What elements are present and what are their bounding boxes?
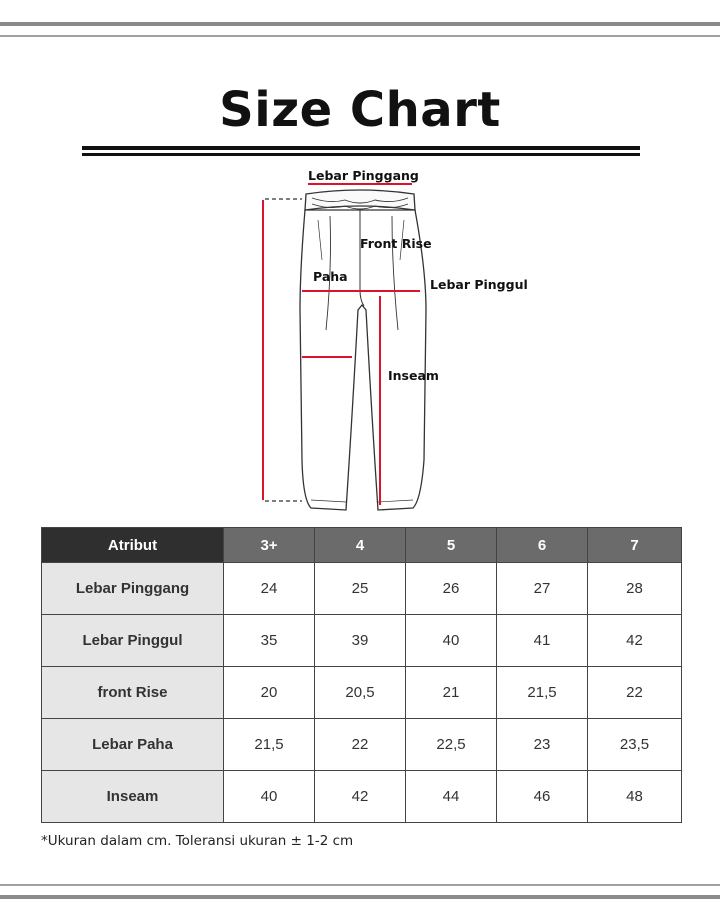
table-cell: 35 xyxy=(224,615,315,667)
table-cell: 21 xyxy=(406,667,497,719)
inseam-label: Inseam xyxy=(388,368,439,383)
table-row xyxy=(42,719,682,771)
bottom-border-line xyxy=(0,895,720,899)
table-cell: 40 xyxy=(224,771,315,823)
header-size-3plus: 3+ xyxy=(224,528,315,563)
table-cell: 21,5 xyxy=(497,667,588,719)
table-cell: 23,5 xyxy=(588,719,682,771)
table-row xyxy=(42,667,682,719)
table-cell: 21,5 xyxy=(224,719,315,771)
row-label: Lebar Pinggul xyxy=(42,615,224,667)
front-rise-label: Front Rise xyxy=(360,236,432,251)
thigh-label: Paha xyxy=(313,269,348,284)
title-underline xyxy=(82,146,640,150)
table-cell: 42 xyxy=(315,771,406,823)
bottom-border-line-thin xyxy=(0,884,720,886)
table-cell: 26 xyxy=(406,563,497,615)
pants-diagram xyxy=(0,160,720,520)
table-cell: 24 xyxy=(224,563,315,615)
table-cell: 22 xyxy=(588,667,682,719)
size-note: *Ukuran dalam cm. Toleransi ukuran ± 1-2 cm xyxy=(41,833,354,849)
table-cell: 48 xyxy=(588,771,682,823)
row-label: Inseam xyxy=(42,771,224,823)
hip-label: Lebar Pinggul xyxy=(430,277,528,292)
size-table xyxy=(41,527,682,823)
table-header-row xyxy=(42,528,682,563)
header-attribute: Atribut xyxy=(42,528,224,563)
table-cell: 40 xyxy=(406,615,497,667)
table-cell: 39 xyxy=(315,615,406,667)
title-underline-second xyxy=(82,153,640,156)
header-size-5: 5 xyxy=(406,528,497,563)
header-size-4: 4 xyxy=(315,528,406,563)
waist-label: Lebar Pinggang xyxy=(308,168,419,183)
table-cell: 46 xyxy=(497,771,588,823)
table-row xyxy=(42,771,682,823)
top-border-line-thin xyxy=(0,35,720,37)
table-cell: 27 xyxy=(497,563,588,615)
header-size-7: 7 xyxy=(588,528,682,563)
table-cell: 23 xyxy=(497,719,588,771)
table-cell: 42 xyxy=(588,615,682,667)
table-cell: 25 xyxy=(315,563,406,615)
table-cell: 20,5 xyxy=(315,667,406,719)
table-cell: 28 xyxy=(588,563,682,615)
table-row xyxy=(42,563,682,615)
row-label: Lebar Paha xyxy=(42,719,224,771)
table-cell: 20 xyxy=(224,667,315,719)
table-cell: 41 xyxy=(497,615,588,667)
header-size-6: 6 xyxy=(497,528,588,563)
table-row xyxy=(42,615,682,667)
row-label: Lebar Pinggang xyxy=(42,563,224,615)
page-title: Size Chart xyxy=(219,82,501,138)
row-label: front Rise xyxy=(42,667,224,719)
table-cell: 22 xyxy=(315,719,406,771)
length-dashes xyxy=(265,199,302,501)
table-cell: 44 xyxy=(406,771,497,823)
table-cell: 22,5 xyxy=(406,719,497,771)
top-border-line xyxy=(0,22,720,26)
